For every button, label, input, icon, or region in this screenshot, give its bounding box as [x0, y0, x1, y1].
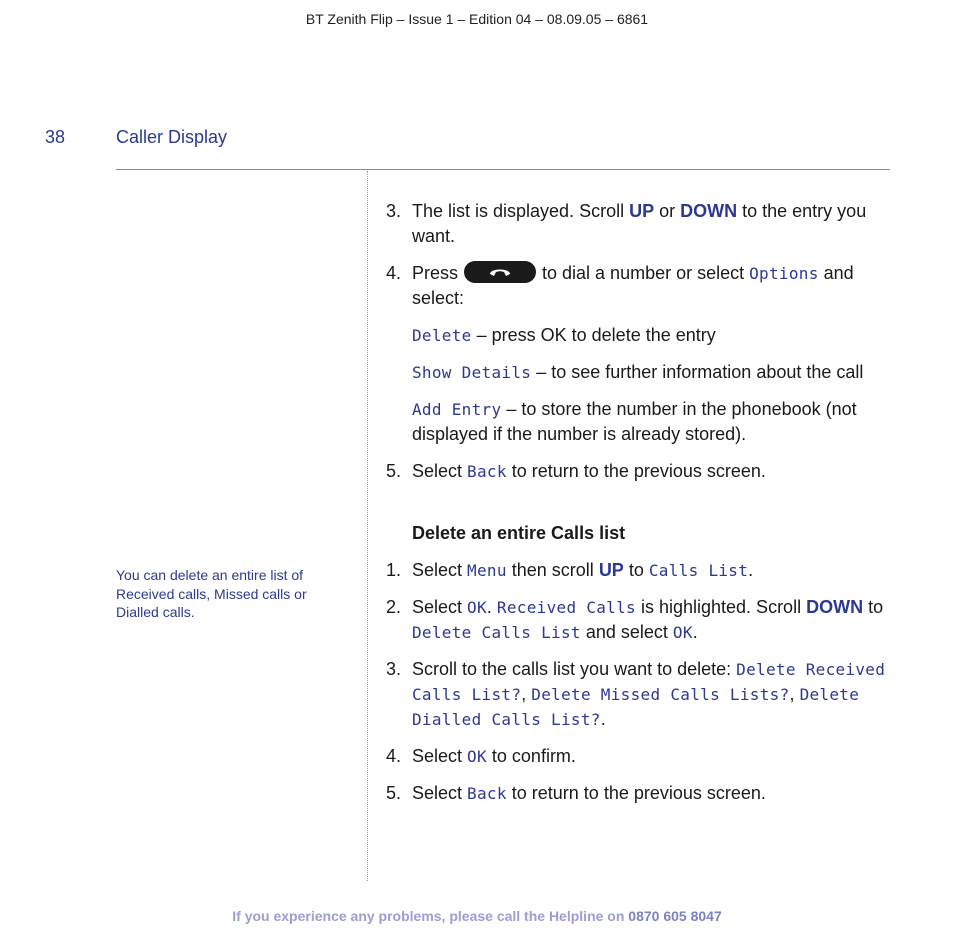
step-text: , — [521, 684, 532, 704]
step-text: Select — [412, 746, 468, 766]
step-1-menu — [386, 558, 886, 583]
step-text: to — [623, 560, 649, 580]
lcd-back: Back — [467, 462, 507, 481]
step-text: , — [789, 684, 800, 704]
step-text: Press — [412, 263, 459, 283]
lcd-calls-list: Calls List — [648, 561, 749, 580]
lcd-delete-received: Delete Received Calls List? — [412, 660, 886, 704]
lcd-received-calls: Received Calls — [496, 598, 636, 617]
step-4-press — [386, 261, 886, 311]
running-head: BT Zenith Flip – Issue 1 – Edition 04 – 08.09.05 – 6861 — [305, 11, 649, 27]
option-show-details — [386, 360, 886, 385]
step-text: . — [692, 622, 698, 642]
page-number: 38 — [45, 127, 66, 147]
step-text: Select — [412, 783, 468, 803]
header-rule — [116, 169, 890, 170]
step-number: 5. — [386, 461, 402, 481]
step-text: to — [863, 597, 884, 617]
step-text: The list is displayed. Scroll — [412, 201, 630, 221]
step-number: 4. — [386, 263, 402, 283]
column-divider — [367, 171, 368, 881]
step-text: . — [600, 709, 606, 729]
step-text: . — [748, 560, 754, 580]
helpline-number: 0870 605 8047 — [628, 908, 722, 924]
option-text: – press OK to delete the entry — [471, 325, 716, 345]
section-title: Caller Display — [116, 127, 228, 147]
step-text: to return to the previous screen. — [506, 783, 766, 803]
step-5-back — [386, 459, 886, 484]
down-key: DOWN — [680, 201, 738, 221]
step-number: 3. — [386, 201, 402, 221]
step-number: 5. — [386, 783, 402, 803]
step-text: or — [654, 201, 681, 221]
up-key: UP — [629, 201, 655, 221]
step-number: 2. — [386, 597, 402, 617]
step-3-scroll — [386, 199, 886, 249]
lcd-ok: OK — [672, 623, 693, 642]
step-3-choose-list — [386, 657, 886, 732]
step-text: to the entry you want. — [412, 201, 867, 246]
option-text: – to see further information about the call — [531, 362, 864, 382]
lcd-ok: OK — [467, 598, 487, 617]
step-text: and select — [580, 622, 673, 642]
lcd-delete-missed: Delete Missed Calls Lists? — [531, 685, 790, 704]
lcd-show-details: Show Details — [412, 363, 532, 382]
step-text: to dial a number or select — [542, 263, 750, 283]
lcd-add-entry: Add Entry — [412, 400, 502, 419]
lcd-delete-calls-list: Delete Calls List — [412, 623, 581, 642]
step-text: and select: — [412, 263, 854, 308]
option-text: – to store the number in the phonebook (not displayed if the number is already stored). — [412, 399, 857, 444]
step-text: Select — [412, 560, 468, 580]
option-delete — [386, 323, 886, 348]
step-number: 1. — [386, 560, 402, 580]
step-text: to confirm. — [486, 746, 576, 766]
lcd-options: Options — [749, 264, 819, 283]
step-text: . — [486, 597, 497, 617]
lcd-menu: Menu — [467, 561, 507, 580]
down-key: DOWN — [806, 597, 864, 617]
footer-text: If you experience any problems, please call the Helpline on — [232, 908, 629, 924]
step-number: 3. — [386, 659, 402, 679]
lcd-ok: OK — [467, 747, 487, 766]
phone-handset-icon — [464, 261, 536, 283]
section-heading: Delete an entire Calls list — [412, 523, 626, 543]
step-number: 4. — [386, 746, 402, 766]
lcd-delete-dialled: Delete Dialled Calls List? — [412, 685, 860, 729]
step-text: Scroll to the calls list you want to delete: — [412, 659, 737, 679]
main-content — [386, 199, 886, 818]
side-note: You can delete an entire list of Received calls, Missed calls or Dialled calls. — [116, 567, 307, 620]
option-add-entry — [386, 397, 886, 447]
step-text: then scroll — [506, 560, 599, 580]
up-key: UP — [598, 560, 624, 580]
step-text: to return to the previous screen. — [506, 461, 766, 481]
step-5-back — [386, 781, 886, 806]
step-2-select — [386, 595, 886, 645]
step-text: Select — [412, 461, 468, 481]
lcd-delete: Delete — [412, 326, 472, 345]
footer-helpline — [0, 908, 954, 924]
lcd-back: Back — [467, 784, 507, 803]
step-text: Select — [412, 597, 468, 617]
step-text: is highlighted. Scroll — [635, 597, 807, 617]
step-4-confirm — [386, 744, 886, 769]
